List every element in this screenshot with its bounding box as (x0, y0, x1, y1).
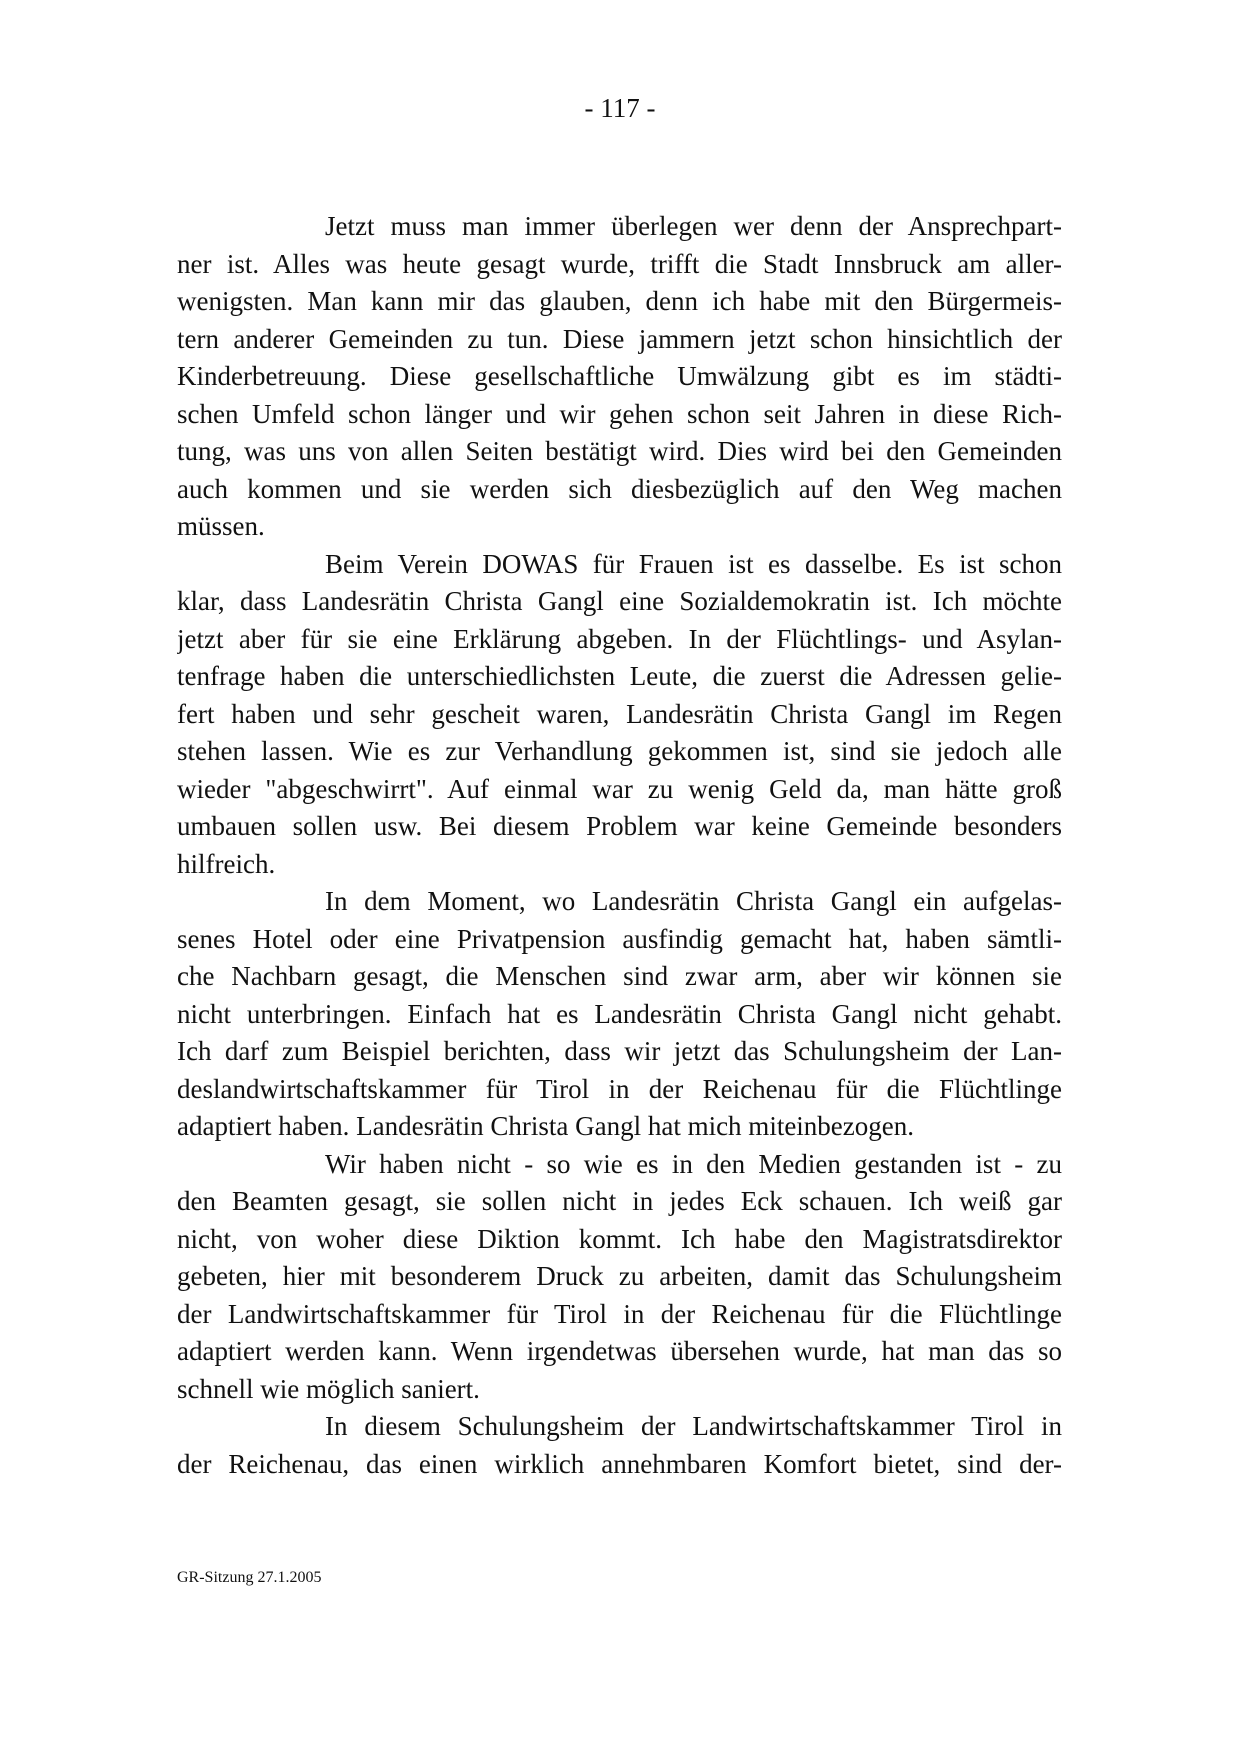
text-line: müssen. (177, 511, 265, 541)
text-line: stehen lassen. Wie es zur Verhandlung gekommen ist, sind sie jedoch alle (177, 736, 1062, 766)
text-line: Jetzt muss man immer überlegen wer denn der Ansprechpart- (325, 211, 1062, 241)
text-line: adaptiert werden kann. Wenn irgendetwas übersehen wurde, hat man das so (177, 1336, 1062, 1366)
text-line: Wir haben nicht - so wie es in den Medien gestanden ist - zu (325, 1148, 1062, 1179)
text-line: deslandwirtschaftskammer für Tirol in der Reichenau für die Flüchtlinge (177, 1073, 1062, 1104)
text-line: wieder "abgeschwirrt". Auf einmal war zu wenig Geld da, man hätte groß (177, 773, 1062, 804)
text-line: ner ist. Alles was heute gesagt wurde, trifft die Stadt Innsbruck am aller- (177, 248, 1062, 279)
text-line: auch kommen und sie werden sich diesbezüglich auf den Weg machen (177, 473, 1062, 504)
text-line: schnell wie möglich saniert. (177, 1373, 480, 1404)
text-line: der Landwirtschaftskammer für Tirol in der Reichenau für die Flüchtlinge (177, 1298, 1062, 1329)
text-line: nicht unterbringen. Einfach hat es Landesrätin Christa Gangl nicht gehabt. (177, 998, 1062, 1029)
body-text (177, 208, 1062, 1483)
text-line: jetzt aber für sie eine Erklärung abgeben. In der Flüchtlings- und Asylan- (177, 623, 1062, 654)
text-line: In dem Moment, wo Landesrätin Christa Gangl ein aufgelas- (325, 886, 1062, 916)
text-line: tern anderer Gemeinden zu tun. Diese jammern jetzt schon hinsichtlich der (177, 323, 1062, 354)
text-line: Ich darf zum Beispiel berichten, dass wir jetzt das Schulungsheim der Lan- (177, 1036, 1062, 1066)
text-line: tung, was uns von allen Seiten bestätigt wird. Dies wird bei den Gemeinden (177, 436, 1062, 466)
text-line: tenfrage haben die unterschiedlichsten Leute, die zuerst die Adressen gelie- (177, 661, 1062, 691)
text-line: der Reichenau, das einen wirklich annehmbaren Komfort bietet, sind der- (177, 1448, 1062, 1479)
text-line: che Nachbarn gesagt, die Menschen sind zwar arm, aber wir können sie (177, 961, 1062, 991)
text-line: schen Umfeld schon länger und wir gehen schon seit Jahren in diese Rich- (177, 398, 1062, 429)
text-line: umbauen sollen usw. Bei diesem Problem war keine Gemeinde besonders (177, 811, 1062, 841)
text-line: klar, dass Landesrätin Christa Gangl eine Sozialdemokratin ist. Ich möchte (177, 586, 1062, 616)
text-line: wenigsten. Man kann mir das glauben, denn ich habe mit den Bürgermeis- (177, 286, 1062, 316)
text-line: In diesem Schulungsheim der Landwirtschaftskammer Tirol in (325, 1411, 1062, 1441)
text-line: adaptiert haben. Landesrätin Christa Gangl hat mich miteinbezogen. (177, 1111, 915, 1141)
text-line: hilfreich. (177, 848, 276, 879)
text-line: Beim Verein DOWAS für Frauen ist es dasselbe. Es ist schon (325, 548, 1062, 579)
text-line: Kinderbetreuung. Diese gesellschaftliche Umwälzung gibt es im städti- (177, 361, 1062, 391)
page-number: - 117 - (584, 93, 656, 123)
text-line: fert haben und sehr gescheit waren, Landesrätin Christa Gangl im Regen (177, 698, 1062, 729)
text-line: gebeten, hier mit besonderem Druck zu arbeiten, damit das Schulungsheim (177, 1261, 1062, 1291)
text-line: nicht, von woher diese Diktion kommt. Ich habe den Magistratsdirektor (177, 1223, 1062, 1254)
text-line: senes Hotel oder eine Privatpension ausfindig gemacht hat, haben sämtli- (177, 923, 1062, 954)
text-line: den Beamten gesagt, sie sollen nicht in jedes Eck schauen. Ich weiß gar (177, 1186, 1062, 1216)
footer-session-label: GR-Sitzung 27.1.2005 (177, 1569, 322, 1586)
